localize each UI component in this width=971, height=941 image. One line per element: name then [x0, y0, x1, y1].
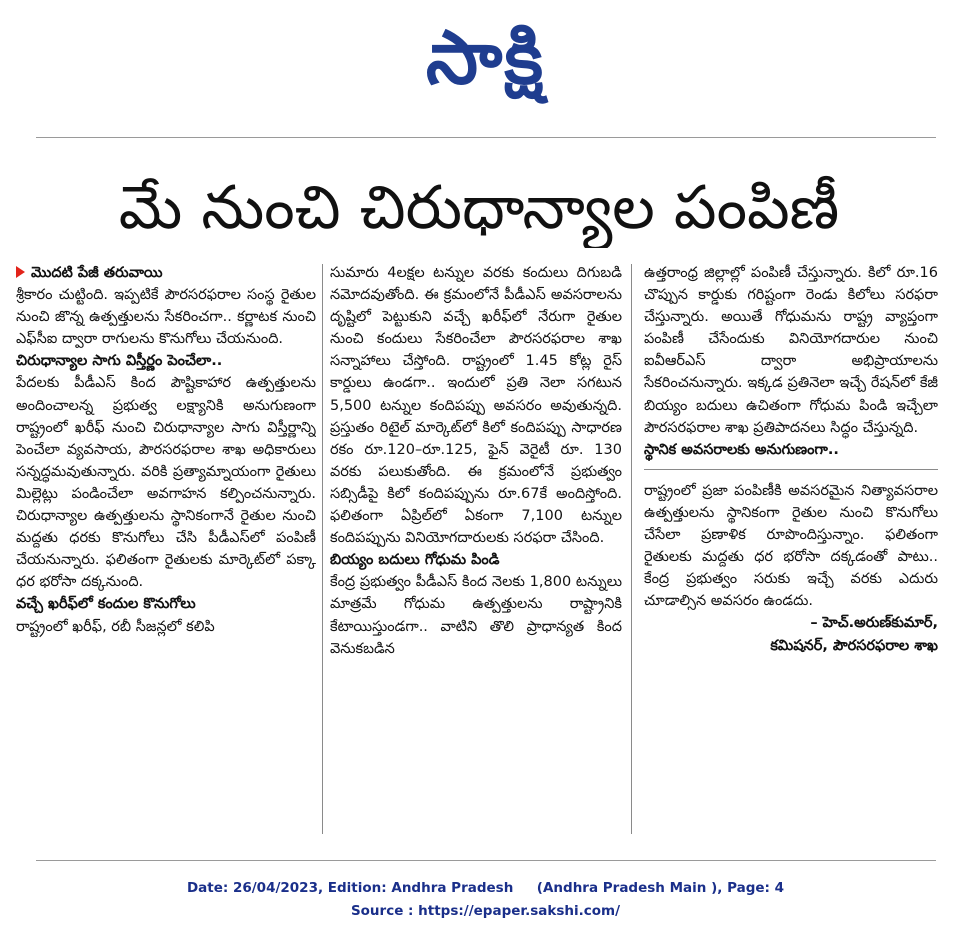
top-divider — [36, 137, 936, 138]
subheading: వచ్చే ఖరీఫ్‌లో కందుల కొనుగోలు — [16, 596, 196, 613]
paragraph: ఉత్తరాంధ్ర జిల్లాల్లో పంపిణీ చేస్తున్నారు. కిలో రూ.16 చొప్పున కార్డుకు గరిష్టంగా రెండు కిలోలు సరఫరా చేస్తున్నారు. అయితే గోధుమను రాష్ట్ర వ్యాప్తంగా పంపిణీ చేసేందుకు వినియోగదారుల నుంచి ఐవీఆర్ఎస్ ద్వారా అభిప్రాయాలను సేకరించనున్నారు. ఇక్కడ ప్రతినెలా ఇచ్చే రేషన్‌లో కేజీ బియ్యం బదులు ఉచితంగా గోధుమ పిండి ఇచ్చేలా పౌరసరఫరాల శాఖ ప్రతిపాదనలు సిద్ధం చేస్తున్నది. — [644, 265, 938, 436]
article-headline: మే నుంచి చిరుధాన్యాల పంపిణీ — [118, 173, 840, 243]
logo-text: సాక్షి — [426, 15, 545, 101]
bottom-divider — [36, 860, 936, 861]
footer-date-edition: Date: 26/04/2023, Edition: Andhra Pradesh (Andhra Pradesh Main ), Page: 4 — [186, 880, 785, 896]
paragraph: కేంద్ర ప్రభుత్వం పీడీఎస్ కింద నెలకు 1,800 టన్నులు మాత్రమే గోధుమ ఉత్పత్తులను రాష్ట్రానికి కేటాయిస్తుండగా.. వాటిని తొలి ప్రాధాన్యత కింద వెనుకబడిన — [330, 574, 622, 657]
paragraph: సుమారు 4లక్షల టన్నుల వరకు కందులు దిగుబడి నమోదవుతోంది. ఈ క్రమంలోనే పీడీఎస్ అవసరాలను దృష్టిలో పెట్టుకుని వచ్చే ఖరీఫ్‌లో నేరుగా రైతుల నుంచి కందులు సేకరించేలా పౌరసరఫరాల శాఖ సన్నాహాలు చేస్తోంది. రాష్ట్రంలో 1.45 కోట్ల రైస్ కార్డులు ఉండగా.. ఇందులో ప్రతి నెలా సగటున 5,500 టన్నుల కందిపప్పు అవసరం అవుతున్నది. ప్రస్తుతం రిటైల్ మార్కెట్‌లో కిలో కందిపప్పు సాధారణ రకం రూ.120–రూ.125, ఫైన్ వెరైటీ రూ. 130 వరకు పలుకుతోంది. ఈ క్రమంలోనే ప్రభుత్వం సబ్సిడీపై కిలో కందిపప్పును రూ.67కే అందిస్తోంది. ఫలితంగా ఏప్రిల్‌లో ఏకంగా 7,100 టన్నుల కందిపప్పును వినియోగదారులకు సరఫరా చేసింది. — [330, 265, 622, 547]
masthead-logo — [0, 8, 971, 108]
paragraph: రాష్ట్రంలో ఖరీఫ్, రబీ సీజన్లలో కలిపి — [16, 618, 215, 635]
footer-source-link[interactable]: Source : https://epaper.sakshi.com/ — [350, 903, 621, 919]
paragraph: శ్రీకారం చుట్టింది. ఇప్పటికే పౌరసరఫరాల సంస్థ రైతుల నుంచి జొన్న ఉత్పత్తులను సేకరించగా.. కర్ణాటక నుంచి ఎఫ్‌సీఐ ద్వారా రాగులను కొనుగోలు చేయనుంది. — [16, 287, 316, 348]
paragraph: పేదలకు పీడీఎస్ కింద పౌష్టికాహార ఉత్పత్తులను అందించాలన్న ప్రభుత్వ లక్ష్యానికి అనుగుణంగా రాష్ట్రంలో ఖరీఫ్ నుంచి చిరుధాన్యాల సాగు విస్తీర్ణాన్ని పెంచేలా వ్యవసాయ, పౌరసరఫరాల శాఖ అధికారులు సన్నద్ధమవుతున్నారు. వరికి ప్రత్యామ్నాయంగా రైతులు మిల్లెట్లు పండించేలా అవగాహన కల్పించనున్నారు. చిరుధాన్యాల ఉత్పత్తులను స్థానికంగానే రైతుల నుంచి మద్దతు ధరకు కొనుగోలు చేసి పీడీఎస్‌లో పంపిణీ చేయనున్నారు. ఫలితంగా రైతులకు మార్కెట్‌లో పక్కా ధర భరోసా దక్కనుంది. — [16, 375, 316, 591]
byline-title: కమిషనర్, పౌరసరఫరాల శాఖ — [770, 637, 938, 654]
paragraph: రాష్ట్రంలో ప్రజా పంపిణీకి అవసరమైన నిత్యావసరాల ఉత్పత్తులను స్థానికంగా రైతుల నుంచి కొనుగోలు చేసేలా ప్రణాళిక రూపొందిస్తున్నాం. ఫలితంగా రైతులకు మద్దతు ధర భరోసా దక్కడంతో పాటు.. కేంద్ర ప్రభుత్వం సరుకు ఇచ్చే వరకు ఎదురు చూడాల్సిన అవసరం ఉండదు. — [644, 482, 938, 610]
jump-label: మొదటి పేజీ తరువాయి — [16, 262, 316, 284]
play-arrow-icon — [16, 266, 25, 278]
column-divider — [631, 264, 632, 834]
subheading: చిరుధాన్యాల సాగు విస్తీర్ణం పెంచేలా.. — [16, 353, 223, 370]
section-divider — [644, 469, 938, 470]
subheading: బియ్యం బదులు గోధుమ పిండి — [330, 552, 500, 569]
article-column-1 — [16, 262, 316, 834]
subheading: స్థానిక అవసరాలకు అనుగుణంగా.. — [644, 441, 839, 458]
article-column-2 — [330, 262, 622, 834]
article-column-3 — [644, 262, 938, 834]
byline-name: – హెచ్.అరుణ్‌కుమార్, — [810, 615, 938, 632]
column-divider — [322, 264, 323, 834]
